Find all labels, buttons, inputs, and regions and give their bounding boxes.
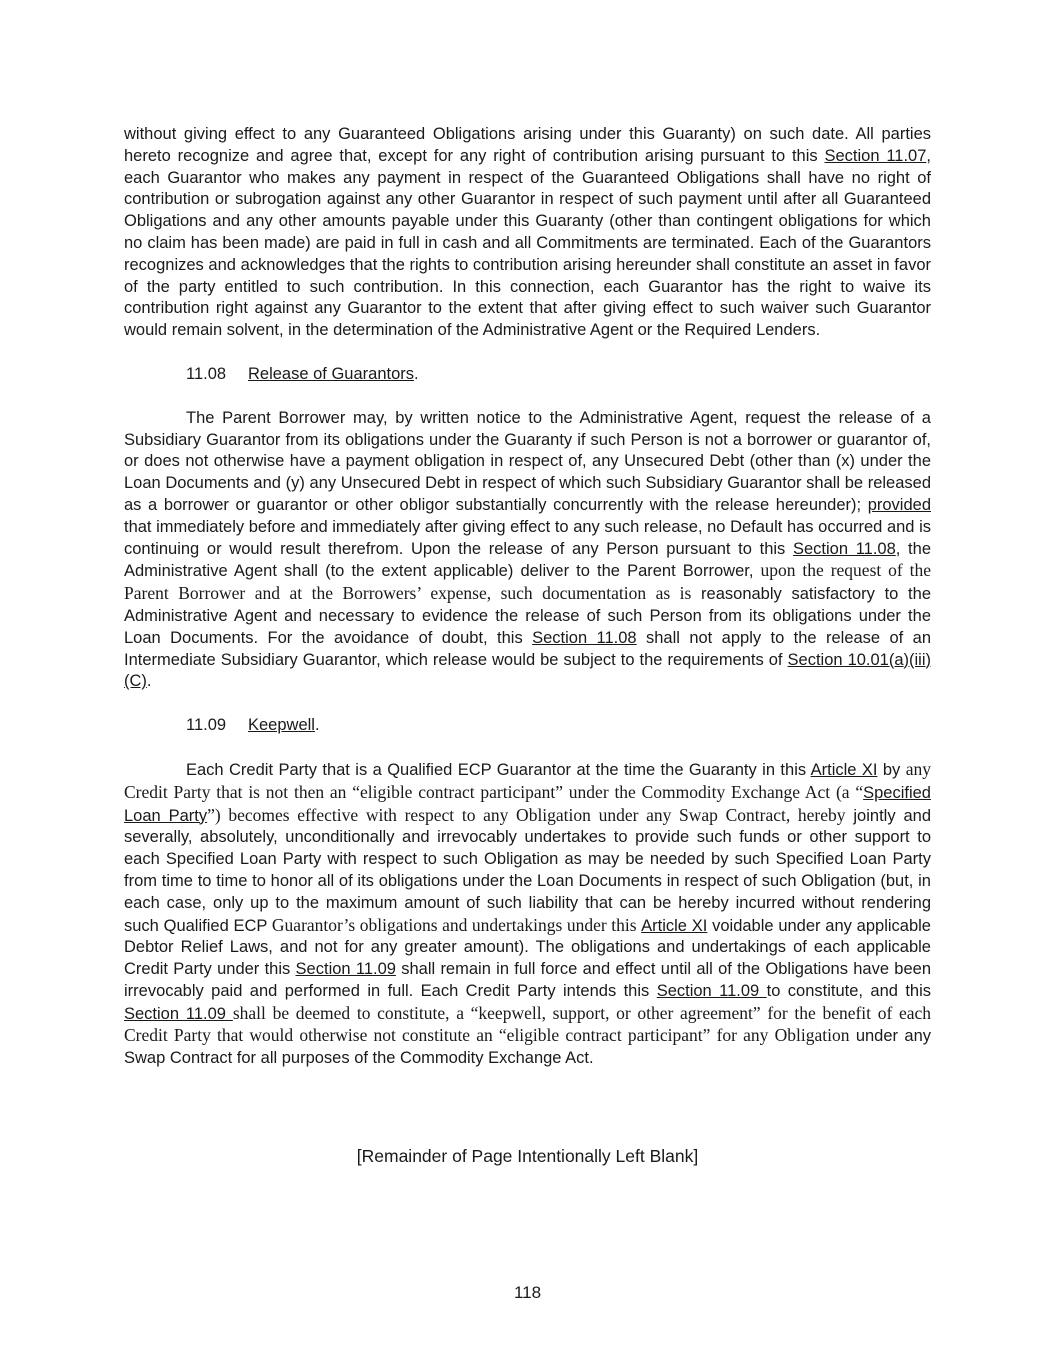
page-number: 118: [513, 1283, 542, 1302]
paragraph-release-of-guarantors: [124, 408, 931, 693]
text-run: upon the request of the Parent Borrower and at the Borrowers’ expense, such documentation as is: [124, 560, 931, 604]
section-reference: Section 11.09: [656, 981, 767, 1000]
text-run: .: [146, 672, 152, 691]
text-run: .: [414, 364, 419, 383]
section-heading-11-08: [124, 364, 931, 386]
text-run: voidable under any applicable Debtor Relief Laws, and not for any greater amount). The obligations and undertakings of each applicable Credit Party under this: [124, 916, 931, 979]
section-title: Release of Guarantors: [248, 364, 415, 383]
defined-term: Specified Loan Party: [124, 783, 931, 825]
text-run: ”) becomes effective with respect to any Obligation under any Swap Contract, hereby: [207, 804, 846, 825]
text-run: , the Administrative Agent shall (to the extent applicable) deliver to the Parent Borrower,: [124, 539, 931, 581]
text-run: under any Swap Contract for all purposes of the Commodity Exchange Act.: [124, 1027, 931, 1068]
text-run: by: [877, 760, 906, 779]
section-reference: Section 11.09: [124, 1004, 233, 1023]
text-run: any Credit Party that is not then an “eligible contract participant” under the Commodity Exchange Act (a “: [124, 758, 931, 802]
text-run: Each Credit Party that is a Qualified ECP Guarantor at the time the Guaranty in this: [186, 760, 811, 779]
section-reference: Section 11.08: [792, 539, 896, 558]
section-reference: Section 11.08: [532, 628, 637, 647]
text-run: reasonably satisfactory to the Administrative Agent and necessary to evidence the release of such Person from its obligations under the Loan Documents. For the avoidance of doubt, this: [124, 585, 931, 647]
paragraph-keepwell: [124, 759, 931, 1070]
text-run: shall not apply to the release of an Intermediate Subsidiary Guarantor, which release would be subject to the requirements of: [124, 628, 931, 669]
text-run: , each Guarantor who makes any payment in respect of the Guaranteed Obligations shall have no right of contribution or subrogation against any other Guarantor in respect of such payment until after all Guaranteed Obligations and any other amounts payable under this Guaranty (other than contingent obligations for which no claim has been made) are paid in full in cash and all Commitments are terminated. Each of the Guarantors recognizes and acknowledges that the rights to contribution arising hereunder shall constitute an asset in favor of the party entitled to such contribution. In this connection, each Guarantor has the right to waive its contribution right against any Guarantor to the extent that after giving effect to such waiver such Guarantor would remain solvent, in the determination of the Administrative Agent or the Required Lenders.: [124, 146, 931, 340]
text-run: shall be deemed to constitute, a “keepwell, support, or other agreement” for the benefit of each Credit Party that would otherwise not constitute an “eligible contract participant” for any Obligation: [124, 1002, 931, 1046]
article-reference: Article XI: [641, 916, 708, 935]
text-run: shall remain in full force and effect until all of the Obligations have been irrevocably paid and performed in full. Each Credit Party intends this: [124, 960, 931, 1000]
text-run: to constitute, and this: [766, 981, 931, 1000]
section-reference: Section 11.09: [295, 960, 396, 979]
section-number: 11.08: [186, 364, 227, 383]
text-run: that immediately before and immediately after giving effect to any such release, no Default has occurred and is continuing or would result therefrom. Upon the release of any Person pursuant to this: [124, 517, 931, 558]
text-run: .: [314, 716, 320, 735]
defined-term: provided: [867, 495, 931, 514]
text-run: jointly and severally, absolutely, unconditionally and irrevocably undertakes to provide such funds or other support to each Specified Loan Party with respect to such Obligation as may be needed by such Specified Loan Party from time to time to honor all of its obligations under the Loan Documents in respect of such Obligation (but, in each case, only up to the maximum amount of such liability that can be hereby incurred without rendering such Qualified ECP: [124, 806, 931, 935]
remainder-blank-notice: [Remainder of Page Intentionally Left Blank]: [356, 1146, 699, 1166]
text-run: The Parent Borrower may, by written notice to the Administrative Agent, request the release of a Subsidiary Guarantor from its obligations under the Guaranty if such Person is not a borrower or guarantor of, or does not otherwise have a payment obligation in respect of, any Unsecured Debt (other than (x) under the Loan Documents and (y) any Unsecured Debt in respect of which such Subsidiary Guarantor shall be released as a borrower or guarantor or other obligor substantially concurrently with the release hereunder);: [124, 408, 931, 514]
document-body: [124, 124, 931, 1070]
text-run: Guarantor’s obligations and undertakings under this: [271, 914, 642, 935]
section-reference: Section 10.01(a)(iii)(C): [124, 650, 932, 691]
section-number: 11.09: [186, 716, 227, 735]
paragraph-contribution: [124, 124, 931, 342]
text-run: without giving effect to any Guaranteed Obligations arising under this Guaranty) on such date. All parties hereto recognize and agree that, except for any right of contribution arising pursuant to this: [124, 125, 931, 165]
section-reference: Section 11.07: [824, 146, 927, 165]
section-heading-11-09: [124, 715, 931, 737]
section-title: Keepwell: [248, 716, 315, 735]
article-reference: Article XI: [810, 760, 878, 779]
